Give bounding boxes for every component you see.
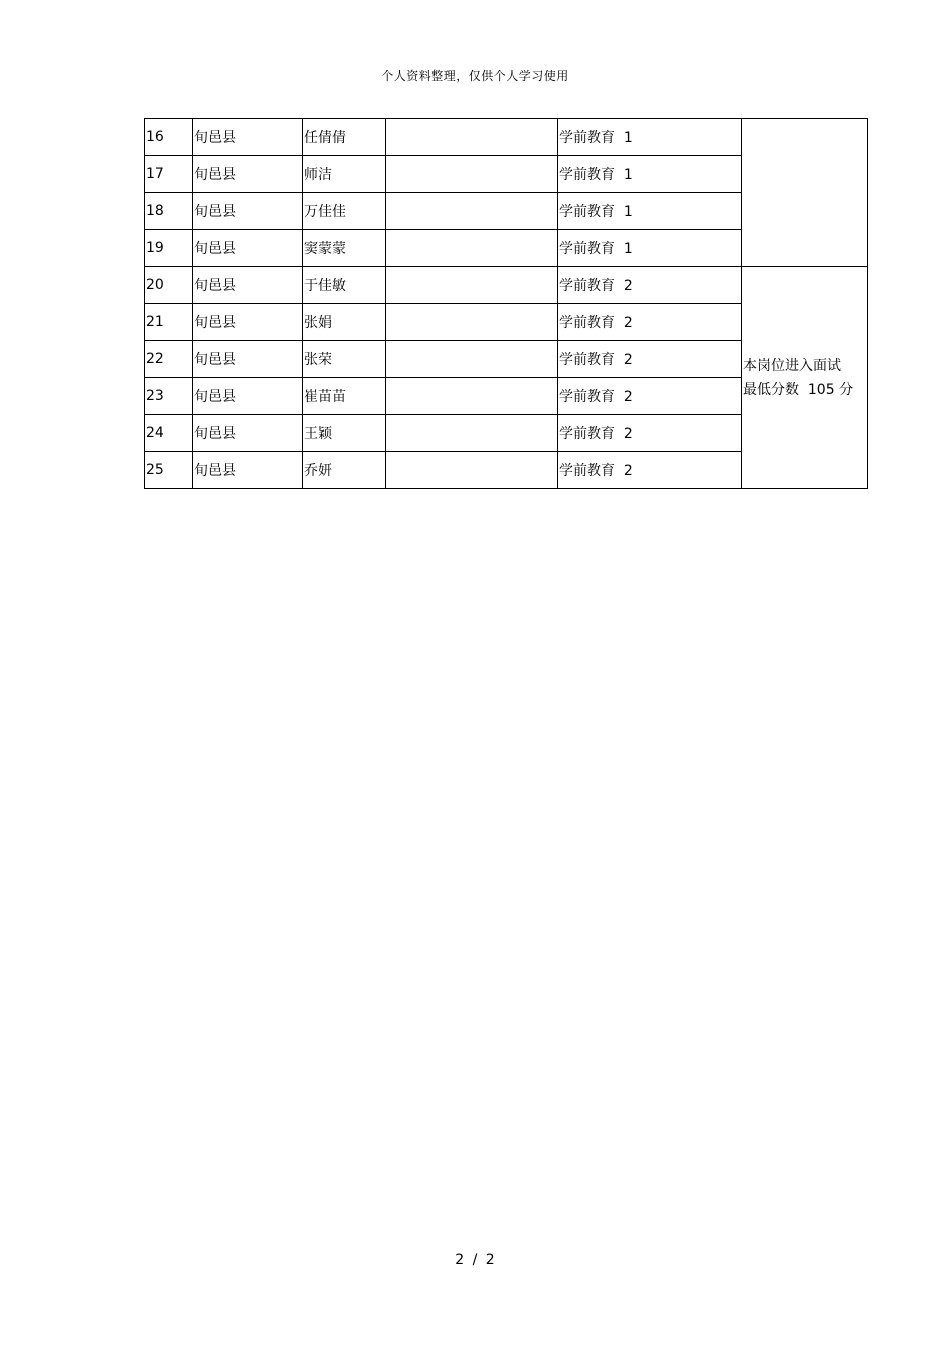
county-cell: 旬邑县 <box>193 119 303 156</box>
subject-cell: 学前教育 2 <box>558 452 742 489</box>
county-cell: 旬邑县 <box>193 304 303 341</box>
name-cell: 万佳佳 <box>303 193 386 230</box>
subject-cell: 学前教育 2 <box>558 415 742 452</box>
page-header-note: 个人资料整理，仅供个人学习使用 <box>381 69 569 83</box>
name-cell: 师洁 <box>303 156 386 193</box>
blank-cell <box>386 341 558 378</box>
row-number: 21 <box>145 304 193 341</box>
subject-cell: 学前教育 1 <box>558 156 742 193</box>
row-number: 22 <box>145 341 193 378</box>
subject-cell: 学前教育 1 <box>558 230 742 267</box>
county-cell: 旬邑县 <box>193 156 303 193</box>
subject-cell: 学前教育 1 <box>558 119 742 156</box>
blank-cell <box>386 119 558 156</box>
table-row <box>145 119 868 156</box>
name-cell: 张娟 <box>303 304 386 341</box>
blank-cell <box>386 193 558 230</box>
row-number: 19 <box>145 230 193 267</box>
name-cell: 窦蒙蒙 <box>303 230 386 267</box>
name-cell: 王颖 <box>303 415 386 452</box>
row-number: 25 <box>145 452 193 489</box>
row-number: 16 <box>145 119 193 156</box>
county-cell: 旬邑县 <box>193 452 303 489</box>
row-number: 24 <box>145 415 193 452</box>
name-cell: 于佳敏 <box>303 267 386 304</box>
note-line-1: 本岗位进入面试 <box>743 357 841 374</box>
blank-cell <box>386 156 558 193</box>
name-cell: 乔妍 <box>303 452 386 489</box>
blank-cell <box>386 378 558 415</box>
subject-cell: 学前教育 2 <box>558 304 742 341</box>
county-cell: 旬邑县 <box>193 267 303 304</box>
row-number: 20 <box>145 267 193 304</box>
note-line-2: 最低分数 105 分 <box>743 381 854 398</box>
blank-cell <box>386 230 558 267</box>
county-cell: 旬邑县 <box>193 341 303 378</box>
blank-cell <box>386 267 558 304</box>
county-cell: 旬邑县 <box>193 415 303 452</box>
row-number: 23 <box>145 378 193 415</box>
blank-cell <box>386 415 558 452</box>
group-note-cell <box>742 267 868 489</box>
subject-cell: 学前教育 2 <box>558 341 742 378</box>
county-cell: 旬邑县 <box>193 230 303 267</box>
page-number: 2 / 2 <box>455 1252 495 1268</box>
subject-cell: 学前教育 2 <box>558 378 742 415</box>
county-cell: 旬邑县 <box>193 378 303 415</box>
name-cell: 崔苗苗 <box>303 378 386 415</box>
subject-cell: 学前教育 2 <box>558 267 742 304</box>
row-number: 17 <box>145 156 193 193</box>
name-cell: 任倩倩 <box>303 119 386 156</box>
name-cell: 张荣 <box>303 341 386 378</box>
county-cell: 旬邑县 <box>193 193 303 230</box>
blank-cell <box>386 304 558 341</box>
blank-cell <box>386 452 558 489</box>
group-note-cell <box>742 119 868 267</box>
subject-cell: 学前教育 1 <box>558 193 742 230</box>
row-number: 18 <box>145 193 193 230</box>
table-row <box>145 267 868 304</box>
candidate-table <box>144 118 868 489</box>
